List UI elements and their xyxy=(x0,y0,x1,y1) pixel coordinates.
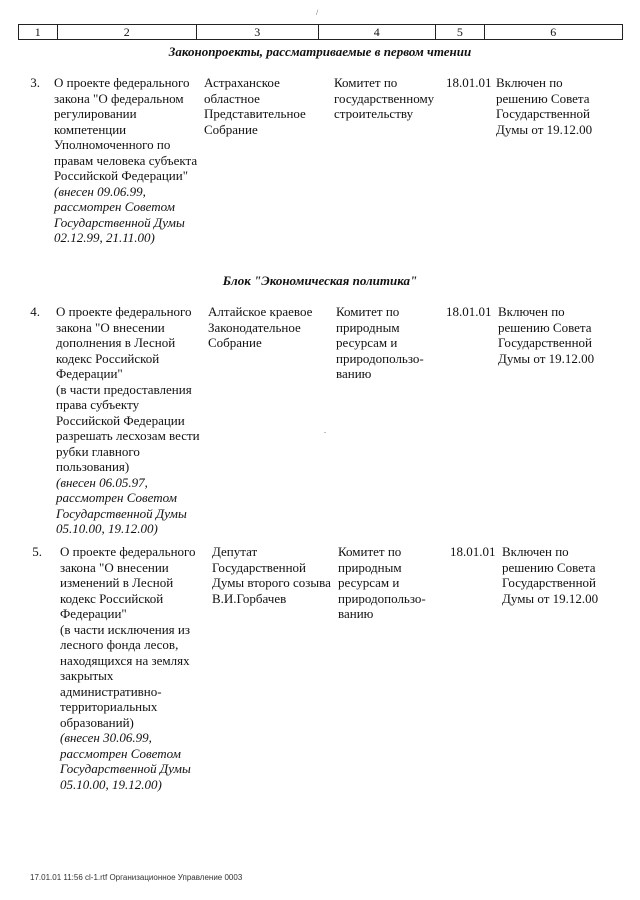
submission-line: (внесен 30.06.99, xyxy=(60,730,152,745)
committee-line: государственному xyxy=(334,90,435,106)
submission-line: Государственной Думы xyxy=(56,505,187,521)
initiator-line: Собрание xyxy=(204,121,258,137)
committee xyxy=(334,75,444,122)
decision-line: решению Совета xyxy=(502,559,596,575)
title-line: кодекс Российской xyxy=(56,350,160,366)
title-line: Уполномоченного по xyxy=(54,137,171,152)
date: 18.01.01 xyxy=(446,75,492,90)
date: 18.01.01 xyxy=(446,304,492,319)
committee-line: природным xyxy=(336,319,400,335)
title-line: Российской Федерации" xyxy=(54,168,189,183)
committee-line: ванию xyxy=(336,366,372,381)
committee xyxy=(336,304,446,382)
decision-line: решению Совета xyxy=(496,90,590,106)
bill-title xyxy=(56,304,206,537)
bill-title xyxy=(60,544,210,792)
decision-line: Государственной xyxy=(496,106,591,121)
column-header-1: 1 xyxy=(19,25,58,40)
submission-line: 05.10.00, 19.12.00) xyxy=(60,776,162,792)
note-line: пользования) xyxy=(56,459,130,474)
submission-line: рассмотрен Советом xyxy=(60,745,181,761)
decision xyxy=(498,304,613,366)
committee-line: природопользо- xyxy=(338,590,426,606)
column-header-4: 4 xyxy=(318,25,436,40)
initiator-line: Депутат xyxy=(212,544,258,559)
committee-line: природопользо- xyxy=(336,350,424,366)
submission-line: 02.12.99, 21.11.00) xyxy=(54,230,155,245)
title-line: О проекте федерального xyxy=(60,544,196,559)
submission-line: Государственной Думы xyxy=(54,214,185,230)
row-number: 5. xyxy=(32,544,42,559)
committee-line: ресурсам и xyxy=(338,575,400,590)
initiator-line: Алтайское краевое xyxy=(208,304,313,319)
title-line: правам человека субъекта xyxy=(54,152,198,168)
note-line: находящихся на землях xyxy=(60,652,190,668)
committee-line: строительству xyxy=(334,106,414,121)
note-line: лесного фонда лесов, xyxy=(60,637,179,652)
decision-line: Государственной xyxy=(502,575,597,590)
submission-line: рассмотрен Советом xyxy=(56,490,177,505)
title-line: изменений в Лесной xyxy=(60,575,174,590)
title-line: компетенции xyxy=(54,121,127,137)
title-line: закона "О внесении xyxy=(56,319,165,335)
decision-line: решению Совета xyxy=(498,319,592,335)
decision-line: Думы от 19.12.00 xyxy=(502,590,599,606)
committee-line: Комитет по xyxy=(338,544,402,559)
column-header-5: 5 xyxy=(436,25,484,40)
decision xyxy=(502,544,617,606)
initiator xyxy=(204,75,324,137)
scan-mark: / xyxy=(316,8,319,17)
initiator-line: Законодательное xyxy=(208,319,301,335)
initiator-line: Собрание xyxy=(208,335,262,350)
submission-line: 05.10.00, 19.12.00) xyxy=(56,521,158,536)
initiator xyxy=(208,304,328,351)
initiator-line: Астраханское xyxy=(204,75,280,90)
bill-title xyxy=(54,75,204,246)
initiator xyxy=(212,544,332,606)
row-number: 3. xyxy=(30,75,40,90)
decision-line: Включен по xyxy=(498,304,565,319)
decision-line: Думы от 19.12.00 xyxy=(498,350,595,366)
note-line: (в части предоставления xyxy=(56,381,192,397)
committee-line: природным xyxy=(338,559,402,575)
date: 18.01.01 xyxy=(450,544,496,559)
column-header-3: 3 xyxy=(196,25,318,40)
note-line: Российской Федерации xyxy=(56,412,185,428)
initiator-line: Представительное xyxy=(204,106,306,121)
note-line: территориальных xyxy=(60,699,158,714)
note-line: рубки главного xyxy=(56,443,140,459)
scan-mark: . xyxy=(324,426,326,435)
note-line: (в части исключения из xyxy=(60,621,190,637)
title-line: дополнения в Лесной xyxy=(56,335,176,350)
section-title-first-reading: Законопроекты, рассматриваемые в первом чтении xyxy=(168,44,472,59)
submission-line: (внесен 06.05.97, xyxy=(56,474,148,490)
initiator-line: В.И.Горбачев xyxy=(212,590,287,606)
column-header-row xyxy=(19,25,623,40)
initiator-line: Думы второго созыва xyxy=(212,575,331,590)
decision xyxy=(496,75,611,137)
title-line: закона "О внесении xyxy=(60,559,169,575)
section-title-economic-policy: Блок "Экономическая политика" xyxy=(222,273,418,288)
note-line: образований) xyxy=(60,714,134,730)
title-line: кодекс Российской xyxy=(60,590,164,606)
column-header-6: 6 xyxy=(484,25,622,40)
note-line: административно- xyxy=(60,683,162,699)
title-line: закона "О федеральном xyxy=(54,90,184,106)
submission-line: (внесен 09.06.99, xyxy=(54,183,146,199)
note-line: разрешать лесхозам вести xyxy=(56,428,200,443)
title-line: Федерации" xyxy=(60,606,127,621)
column-header-table xyxy=(18,24,623,40)
committee-line: ванию xyxy=(338,606,374,621)
committee-line: Комитет по xyxy=(336,304,400,319)
decision-line: Включен по xyxy=(496,75,563,90)
submission-line: Государственной Думы xyxy=(60,761,191,776)
decision-line: Государственной xyxy=(498,335,593,350)
title-line: О проекте федерального xyxy=(56,304,192,319)
title-line: регулировании xyxy=(54,106,137,121)
submission-line: рассмотрен Советом xyxy=(54,199,175,214)
committee-line: Комитет по xyxy=(334,75,398,90)
committee xyxy=(338,544,448,622)
initiator-line: областное xyxy=(204,90,260,106)
decision-line: Думы от 19.12.00 xyxy=(496,121,593,137)
title-line: Федерации" xyxy=(56,366,123,381)
committee-line: ресурсам и xyxy=(336,335,398,350)
note-line: закрытых xyxy=(60,668,114,683)
column-header-2: 2 xyxy=(57,25,196,40)
note-line: права субъекту xyxy=(56,397,140,412)
decision-line: Включен по xyxy=(502,544,569,559)
title-line: О проекте федерального xyxy=(54,75,190,90)
row-number: 4. xyxy=(30,304,40,319)
page-footer: 17.01.01 11:56 cl-1.rtf Организационное Управление 0003 xyxy=(30,873,243,882)
initiator-line: Государственной xyxy=(212,559,307,575)
